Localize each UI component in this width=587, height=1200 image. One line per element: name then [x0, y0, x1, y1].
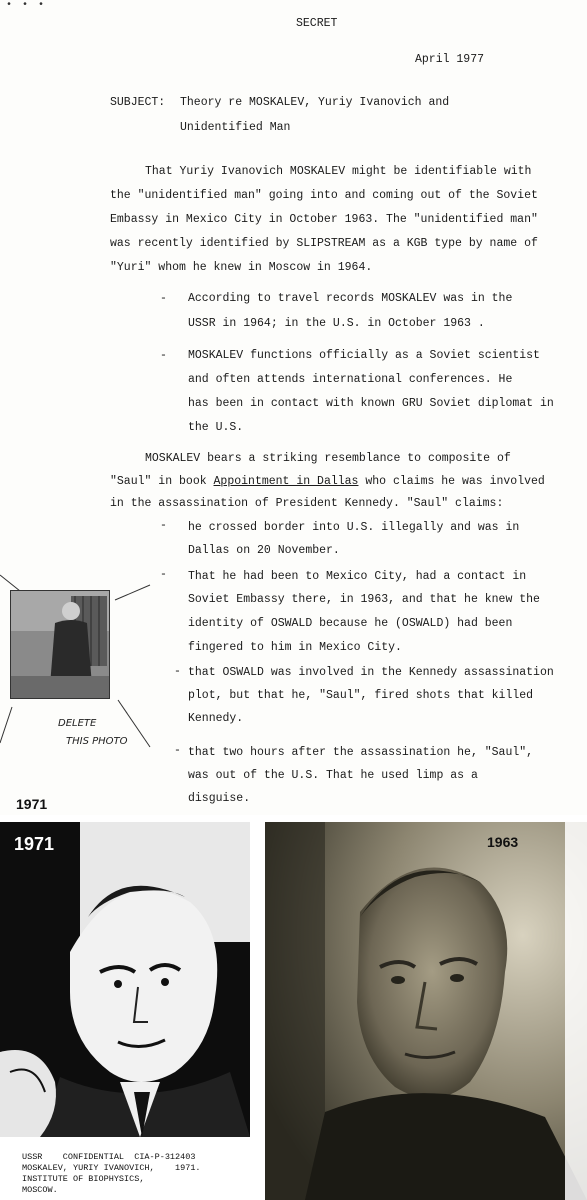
subject-line-2: Unidentified Man — [180, 121, 291, 134]
year-label-1963: 1963 — [487, 834, 519, 850]
moskalev-photo-1971 — [0, 822, 262, 1200]
bullet-line: Dallas on 20 November. — [188, 544, 340, 557]
bullet-line: fingered to him in Mexico City. — [188, 641, 402, 654]
bullet-dash: - — [160, 292, 167, 305]
year-label-1971-inset: 1971 — [14, 834, 55, 854]
bullet-line: that OSWALD was involved in the Kennedy assassination — [188, 666, 554, 679]
bullet-line: Kennedy. — [188, 712, 244, 725]
bullet-line: and often attends international conferences. He — [188, 373, 513, 386]
bullet-line: was out of the U.S. That he used limp as a — [188, 769, 478, 782]
intro-line: That Yuriy Ivanovich MOSKALEV might be identifiable with — [145, 165, 532, 178]
intro-line: was recently identified by SLIPSTREAM as a KGB type by name of — [110, 237, 538, 250]
bullet-dash: - — [160, 568, 167, 581]
bullet-line: he crossed border into U.S. illegally and was in — [188, 521, 520, 534]
handwritten-note: DELETE — [58, 718, 97, 729]
bullet-dash: - — [174, 744, 181, 757]
bullet-line: that two hours after the assassination he, "Saul", — [188, 746, 534, 759]
corner-marks: • • • — [6, 0, 47, 11]
bullet-line: That he had been to Mexico City, had a contact in — [188, 570, 527, 583]
resemblance-line: in the assassination of President Kennedy. "Saul" claims: — [110, 497, 504, 510]
deleted-photo — [10, 590, 110, 699]
bullet-line: Soviet Embassy there, in 1963, and that he knew the — [188, 593, 540, 606]
bullet-line: the U.S. — [188, 421, 244, 434]
bullet-line: identity of OSWALD because he (OSWALD) had been — [188, 617, 513, 630]
unidentified-man-photo-1963 — [265, 822, 587, 1200]
intro-line: Embassy in Mexico City in October 1963. The "unidentified man" — [110, 213, 538, 226]
bullet-line: plot, but that he, "Saul", fired shots that killed — [188, 689, 534, 702]
bullet-line: MOSKALEV functions officially as a Soviet scientist — [188, 349, 540, 362]
bullet-line: USSR in 1964; in the U.S. in October 1963 . — [188, 317, 485, 330]
bullet-dash: - — [174, 665, 181, 678]
subject-label: SUBJECT: — [110, 96, 166, 109]
resemblance-text: who claims he was involved — [358, 475, 545, 488]
classification-marking: SECRET — [296, 17, 338, 30]
bullet-line: disguise. — [188, 792, 251, 805]
resemblance-line — [110, 475, 545, 488]
bullet-dash: - — [160, 519, 167, 532]
photo-caption-line: MOSCOW. — [22, 1185, 58, 1195]
bullet-dash: - — [160, 349, 167, 362]
resemblance-text: "Saul" in book — [110, 475, 214, 488]
resemblance-line: MOSKALEV bears a striking resemblance to composite of — [145, 452, 511, 465]
intro-line: "Yuri" whom he knew in Moscow in 1964. — [110, 261, 373, 274]
photo-caption-line: MOSKALEV, YURIY IVANOVICH, 1971. — [22, 1163, 201, 1173]
intro-line: the "unidentified man" going into and coming out of the Soviet — [110, 189, 538, 202]
book-title: Appointment in Dallas — [213, 475, 359, 488]
bullet-line: According to travel records MOSKALEV was in the — [188, 292, 513, 305]
subject-line-1: Theory re MOSKALEV, Yuriy Ivanovich and — [180, 96, 450, 109]
memo-date: April 1977 — [415, 53, 485, 66]
year-label-1971: 1971 — [16, 796, 48, 812]
photo-caption-line: INSTITUTE OF BIOPHYSICS, — [22, 1174, 145, 1184]
handwritten-note: THIS PHOTO — [66, 736, 128, 747]
photo-caption-line: USSR CONFIDENTIAL CIA-P-312403 — [22, 1152, 196, 1162]
bullet-line: has been in contact with known GRU Soviet diplomat in — [188, 397, 554, 410]
